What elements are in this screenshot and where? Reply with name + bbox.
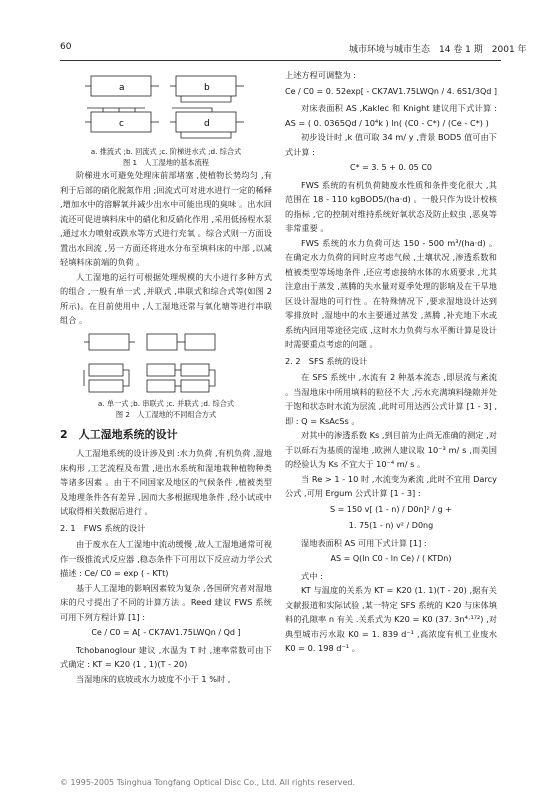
left-column	[60, 68, 272, 686]
copyright-footer: © 1995-2005 Tsinghua Tongfang Optical Disc Co., Ltd. All rights reserved.	[60, 778, 356, 787]
right-paragraph-9: 湿地表面积 AS 可用下式计算 [1] :	[301, 537, 427, 548]
equation-1: Ce / C0 = A[ - CK7AV1.75LWQn / Qd ]	[91, 628, 241, 637]
page-number: 60	[60, 42, 72, 52]
subsection-2-2-heading: 2. 2 SFS 系统的设计	[285, 355, 368, 366]
equation-4a: S = 150 v[ (1 - n) / D0n]² / g +	[330, 504, 452, 514]
left-paragraph-6: Tchobanoglour 建议 ,水温为 T 时 ,速率常数可由下式确定 : KT = K20 (1 , 1)(T - 20)	[60, 644, 272, 669]
right-paragraph-4: FWS 系统的有机负荷随废水性质和条件变化很大 ,其范围在 18 - 110 kgBOD5/(ha·d) 。一般只作为设计校核的指标 ,它的控制对维持系统好氧状态及防止蚊虫 ,恶臭等非常重要 。	[285, 179, 497, 233]
right-paragraph-7: 对其中的渗透系数 Ks ,到目前为止尚无准确的测定 ,对于以砾石为基质的湿地 ,欧洲人建议取 10⁻³ m/ s ,而美国的经验认为 Ks 不宜大于 10⁻⁴ m/ s 。	[285, 430, 497, 469]
right-paragraph-3: 初步设计时 ,k 值可取 34 m/ y ,背景 BOD5 值可由下式计算 :	[285, 132, 497, 157]
right-paragraph-11: KT 与温度的关系为 KT = K20 (1. 1)(T - 20) ,据有关文献报道和实际试验 ,某一特定 SFS 系统的 K20 与床体填料的孔隙率 n 有关 .关系式为 K20 = K0 (37. 3n⁴·¹⁷²) ,对典型城市污水取 K0 = 1. 839 d⁻¹ ,高浓度有机工业废水 K0 = 0. 198 d⁻¹ 。	[285, 585, 497, 653]
figure-2-subcaption: a. 单一式 ;b. 串联式 ;c. 并联式 ;d. 综合式	[97, 398, 235, 408]
left-paragraph-5: 基于人工湿地的影响因素较为复杂 ,各国研究者对湿地床的尺寸提出了不同的计算方法 。Reed 建议 FWS 系统可用下列方程计算 [1] :	[60, 582, 272, 622]
right-paragraph-8: 当 Re > 1 - 10 时 ,水流变为紊流 ,此时不宜用 Darcy 公式 ,可用 Ergum 公式计算 [1 - 3] :	[285, 473, 497, 498]
journal-header: 城市环境与城市生态 14 卷 1 期 2001 年	[349, 45, 527, 55]
figure-1-caption: 图 1 人工湿地的基本流程	[123, 158, 209, 167]
fig1-label-d: d	[204, 119, 210, 129]
header-rule	[60, 60, 501, 61]
figure-1-diagram	[81, 68, 251, 146]
figure-1-subcaption: a. 推流式 ;b. 回流式 ;c. 阶梯进水式 ;d. 综合式	[90, 147, 242, 156]
right-paragraph-2: 对床表面积 AS ,Kaklec 和 Knight 建议用下式计算 : AS = ( 0. 0365Qd / 10⁴k ) ln( (C0 - C*) / (Ce - C*) )	[285, 103, 497, 128]
section-2-heading: 2 人工湿地系统的设计	[60, 427, 178, 441]
subsection-2-1-heading: 2. 1 FWS 系统的设计	[60, 522, 146, 533]
equation-4b: 1. 75(1 - n) v² / D0ng	[348, 521, 434, 530]
right-paragraph-6: 在 SFS 系统中 ,水流有 2 种基本流态 ,即层流与紊流 。当湿地床中所用填料的粒径不大 ,污水充满填料缝隙并处于饱和状态时水流为层流 ,此时可用达西公式计算 [1 - 3] ,即 : Q = KsAcSs 。	[285, 372, 497, 426]
figure-2-caption: 图 2 人工湿地的不同组合方式	[115, 409, 217, 419]
equation-3: C* = 3. 5 + 0. 05 C0	[349, 163, 432, 172]
equation-2: Ce / C0 = 0. 52exp[ - CK7AV1.75LWQn / 4. 6S1/3Qd ]	[285, 86, 498, 96]
right-paragraph-5: FWS 系统的水力负荷可达 150 - 500 m³/(ha·d) 。在确定水力负荷的同时应考虑气候 ,土壤状况 ,渗透系数和植被类型等场地条件 ,还应考虑接纳水体的水质要求 ,尤其注意由于蒸发 ,蒸腾的失水量对夏季处理的影响及在干旱地区设计湿地的可行性 。在特殊情况下 ,要求湿地设计达到零排放时 ,湿地中的水主要通过蒸发 ,蒸腾 ,补充地下水或系统内回用等途径完成 ,这时水力负荷与水平衡计算是设计时需要重点考虑的问题 。	[285, 237, 497, 349]
right-paragraph-1: 上述方程可调整为 :	[285, 70, 356, 80]
fig1-label-c: c	[119, 119, 124, 129]
fig1-label-b: b	[204, 83, 210, 93]
left-paragraph-4: 由于废水在人工湿地中流动缓慢 ,故人工湿地通常可视作一级推流式反应器 ,稳态条件下可用以下反应动力学公式描述 : Ce/ C0 = exp ( - KTt)	[60, 539, 272, 578]
figure-2-diagram	[81, 328, 251, 398]
left-paragraph-1: 阶梯进水可避免处理床前部堵塞 ,使植物长势均匀 ,有利于后部的硝化脱氮作用 ;回流式可对进水进行一定的稀释 ,增加水中的溶解氧并减少出水中可能出现的臭味 。出水回流还可促进填料床中的硝化和反硝化作用 ,采用低扬程水泵 ,通过水力喷射或跌水等方式进行充氧 。综合式则一方面设置出水回流 ,另一方面还将进水分布至填料床的中部 ,以减轻填料床前端的负荷 。	[60, 170, 272, 267]
right-paragraph-10: 式中 :	[301, 570, 323, 581]
left-paragraph-7: 当湿地床的底坡或水力坡度不小于 1 %时 ,	[76, 673, 231, 684]
right-column	[285, 68, 497, 656]
left-paragraph-2: 人工湿地的运行可根据处理规模的大小进行多种方式的组合 ,一般有单一式 ,并联式 ,串联式和综合式等(如图 2 所示)。在目前使用中 ,人工湿地还常与氧化塘等进行串联组合 。	[60, 271, 272, 325]
equation-5: AS = Q(ln C0 - ln Ce) / ( KTDn)	[330, 554, 452, 563]
fig1-label-a: a	[119, 83, 125, 93]
left-paragraph-3: 人工湿地系统的设计涉及到 :水力负荷 ,有机负荷 ,湿地床构形 ,工艺流程及布置 ,进出水系统和湿地栽种植物种类等诸多因素 。由于不同国家及地区的气候条件 ,植被类型及地理条件各有差异 ,因而大多根据现地条件 ,经小试或中试取得相关数据后进行 。	[60, 448, 272, 516]
